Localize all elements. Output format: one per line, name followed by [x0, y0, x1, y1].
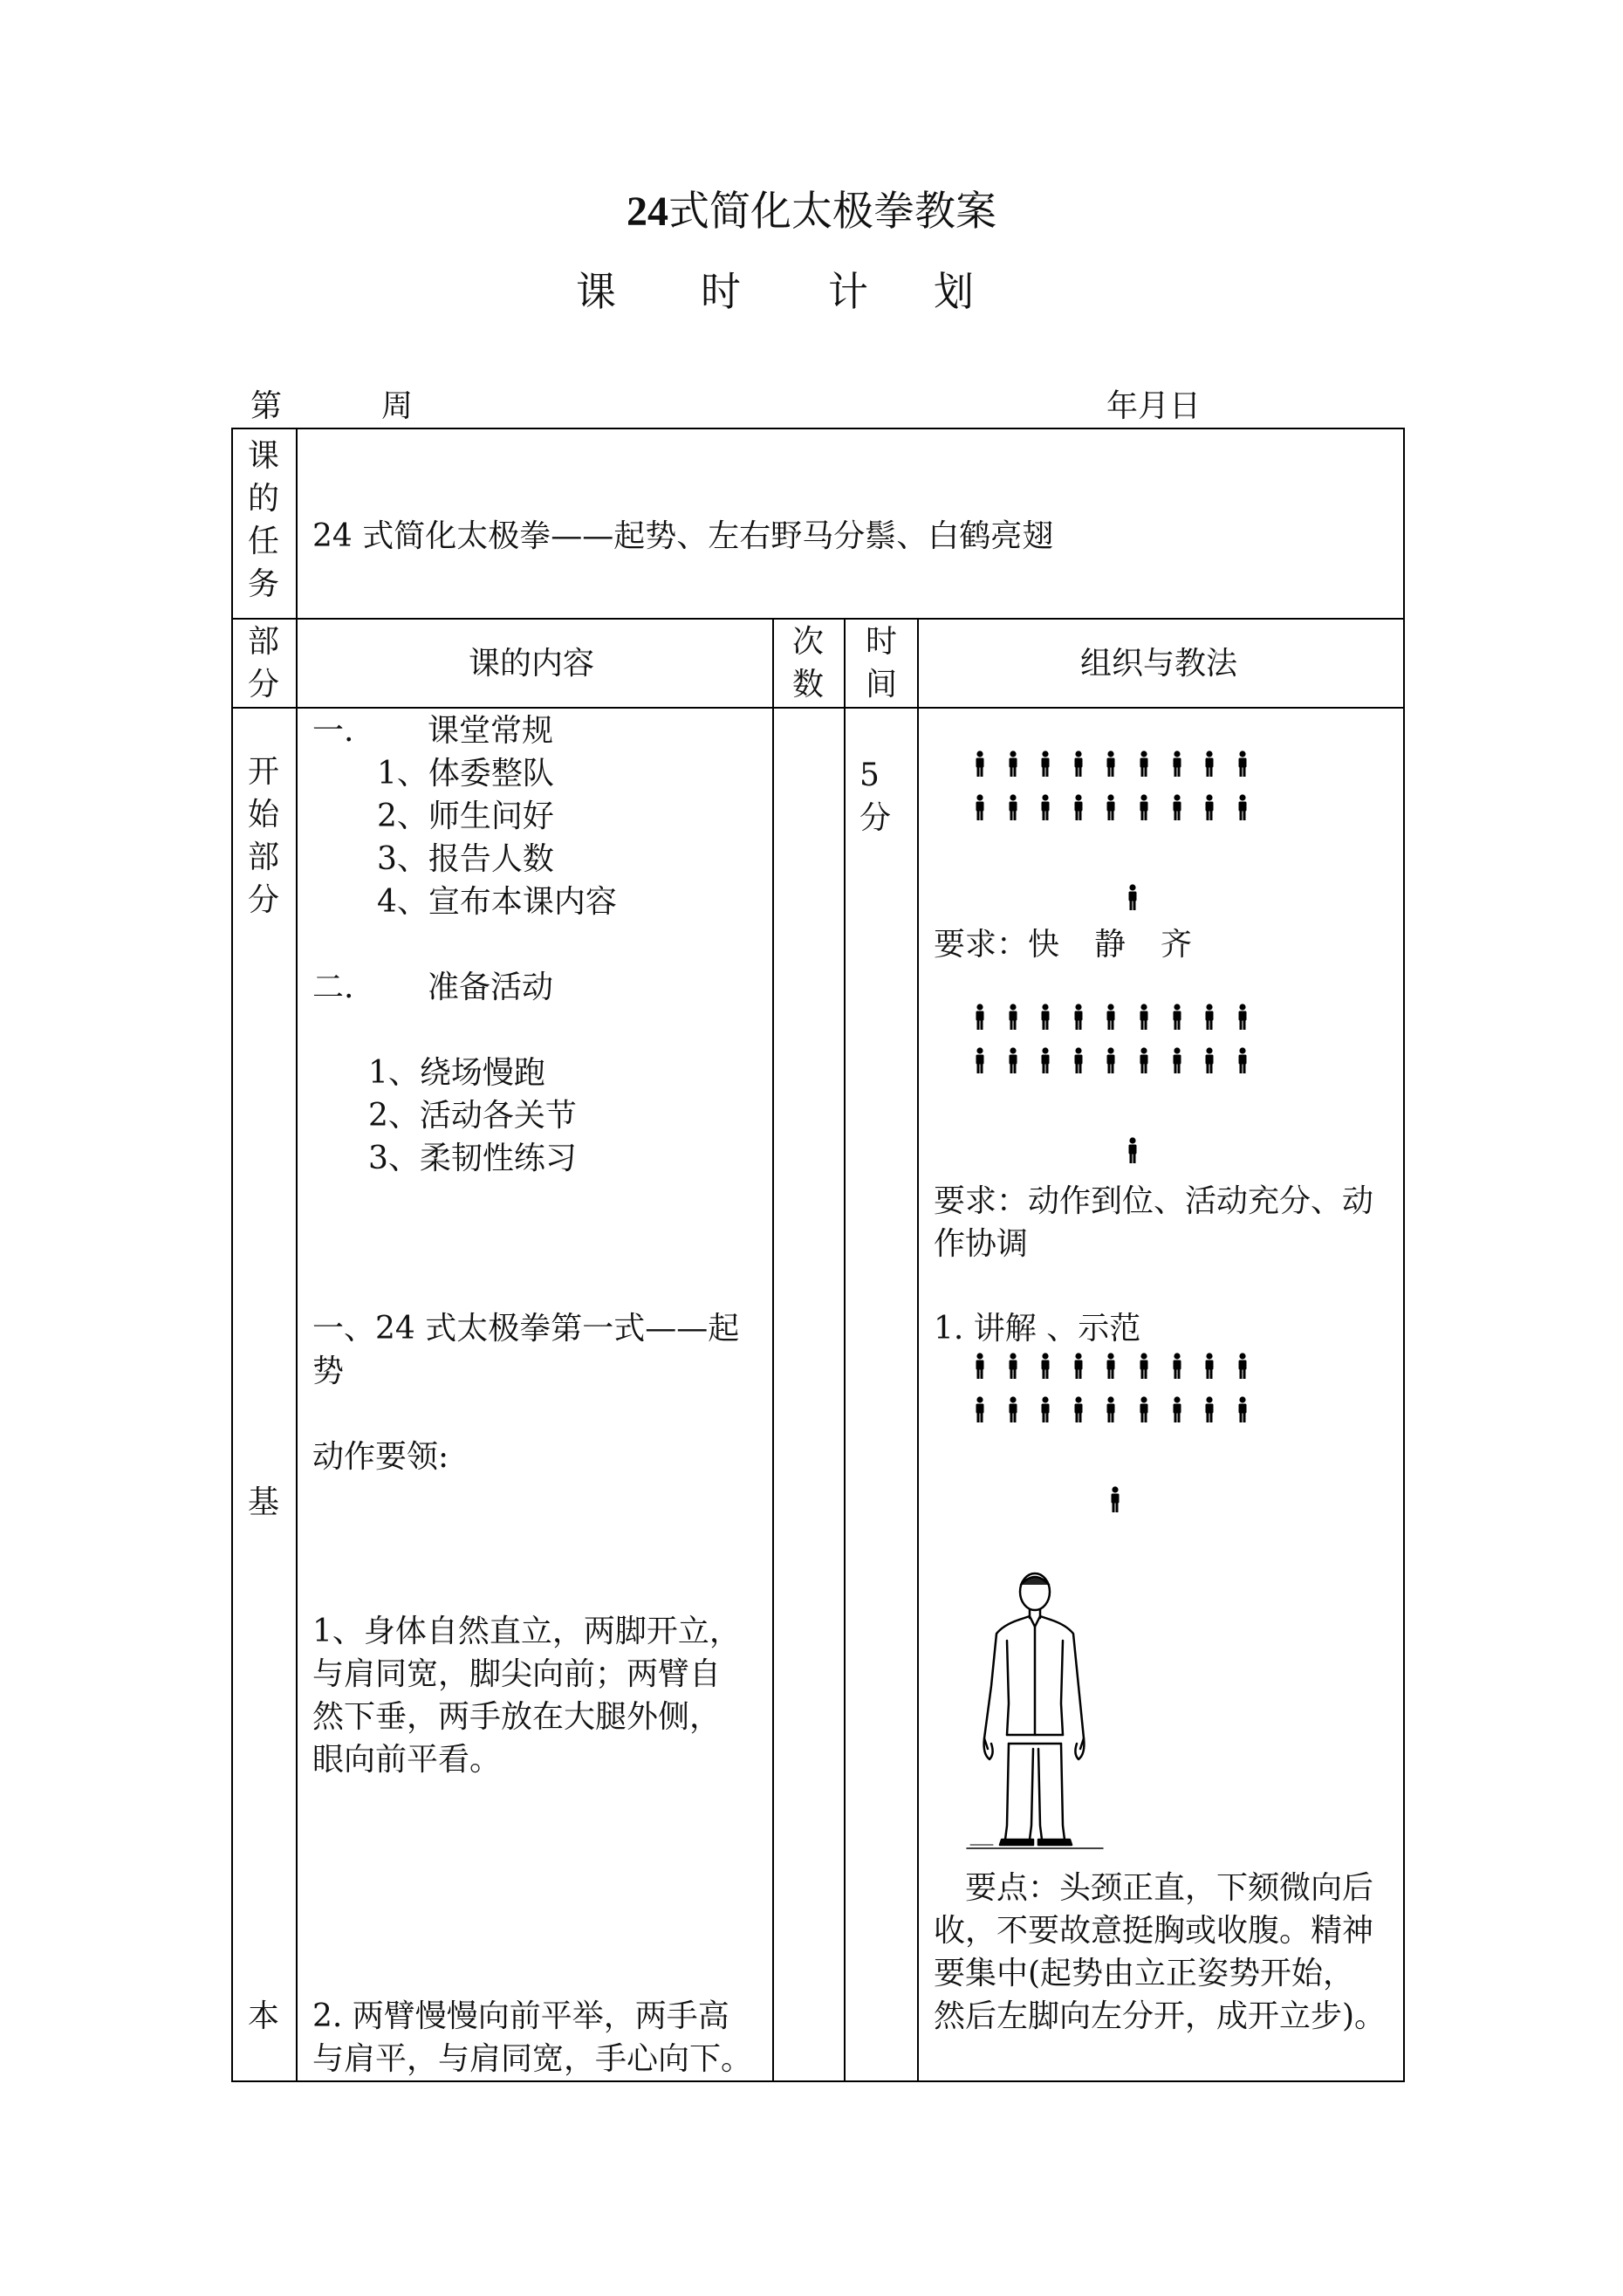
student-figure — [1073, 1004, 1084, 1030]
task-label: 课 的 任 务 — [247, 438, 279, 602]
header-content: 课的内容 — [469, 646, 595, 682]
student-figure — [1204, 1004, 1215, 1030]
subtitle-char: 课 — [576, 268, 616, 315]
student-figure — [1008, 750, 1018, 777]
student-figure — [1139, 794, 1149, 820]
lesson-task-text: 24 式简化太极拳——起势、左右野马分鬃、白鹤亮翅 — [312, 518, 1054, 554]
explain-demo: 1. 讲解 、示范 — [934, 1311, 1141, 1347]
student-figure — [1139, 1047, 1149, 1073]
formation-diagram — [934, 1004, 1387, 1178]
student-figure — [1040, 794, 1051, 820]
student-figure — [1172, 1047, 1182, 1073]
header-time: 时 间 — [865, 624, 897, 703]
document-title: 24式简化太极拳教案 — [627, 188, 996, 236]
student-figure — [1172, 1353, 1182, 1379]
week-label-prefix: 第 — [250, 388, 283, 424]
student-figure — [1106, 1353, 1116, 1379]
student-figure — [1204, 1353, 1215, 1379]
student-figure — [1008, 1047, 1018, 1073]
step1-line: 眼向前平看。 — [312, 1742, 502, 1778]
student-figure — [975, 1047, 985, 1073]
student-figure — [1073, 1396, 1084, 1422]
week-label-suffix: 周 — [381, 388, 414, 424]
routine-number: 一. — [312, 713, 354, 749]
subtitle-char: 划 — [934, 268, 974, 315]
subtitle-char: 计 — [828, 268, 868, 315]
routine-title: 课堂常规 — [428, 713, 554, 749]
student-figure — [975, 1353, 985, 1379]
student-figure — [1204, 794, 1215, 820]
time-value: 5 — [859, 757, 880, 793]
student-figure — [975, 750, 985, 777]
step1-line: 1、身体自然直立，两脚开立， — [312, 1614, 741, 1649]
requirement-1: 要求：快 静 齐 — [934, 927, 1193, 963]
student-figure — [1040, 1047, 1051, 1073]
student-figure — [1040, 1396, 1051, 1422]
warmup-item: 2、活动各关节 — [368, 1098, 577, 1134]
student-figure — [1073, 1047, 1084, 1073]
warmup-item: 1、绕场慢跑 — [368, 1055, 545, 1091]
student-figure — [1106, 794, 1116, 820]
student-figure — [1237, 794, 1248, 820]
student-figure — [1073, 750, 1084, 777]
student-figure — [1172, 1396, 1182, 1422]
key-points-line: 要点：头颈正直，下颏微向后 — [965, 1870, 1374, 1906]
standing-posture-illustration — [958, 1564, 1106, 1852]
student-figure — [975, 1396, 985, 1422]
student-figure — [1172, 1004, 1182, 1030]
student-figure — [1237, 1004, 1248, 1030]
student-figure — [1073, 1353, 1084, 1379]
student-figure — [1139, 1004, 1149, 1030]
student-figure — [1106, 1004, 1116, 1030]
warmup-number: 二. — [312, 970, 354, 1005]
student-figure — [1073, 794, 1084, 820]
requirement-2-line: 要求：动作到位、活动充分、动 — [934, 1183, 1374, 1219]
document-subtitle — [0, 260, 1623, 321]
student-figure — [975, 1004, 985, 1030]
teacher-figure — [1127, 884, 1138, 910]
form1-title-line: 一、24 式太极拳第一式——起 — [312, 1311, 740, 1347]
date-label: 年月日 — [1106, 388, 1202, 424]
student-figure — [1237, 750, 1248, 777]
step1-line: 然下垂，两手放在大腿外侧， — [312, 1699, 722, 1735]
section-basic-label-2: 本 — [247, 1998, 279, 2034]
student-figure — [1040, 750, 1051, 777]
routine-item: 1、体委整队 — [377, 756, 554, 792]
student-figure — [1008, 794, 1018, 820]
warmup-title: 准备活动 — [428, 970, 554, 1005]
student-figure — [1139, 1396, 1149, 1422]
student-figure — [1139, 750, 1149, 777]
student-figure — [1106, 1047, 1116, 1073]
student-figure — [1106, 1396, 1116, 1422]
step1-line: 与肩同宽，脚尖向前；两臂自 — [312, 1656, 722, 1692]
student-figure — [1237, 1353, 1248, 1379]
section-basic-label-1: 基 — [247, 1484, 279, 1520]
step2-line: 2. 两臂慢慢向前平举，两手高 — [312, 1998, 729, 2034]
key-points-line: 要集中(起势由立正姿势开始， — [934, 1956, 1355, 1991]
student-figure — [975, 794, 985, 820]
student-figure — [1204, 750, 1215, 777]
teacher-figure — [1110, 1486, 1120, 1512]
student-figure — [1172, 750, 1182, 777]
student-figure — [1106, 750, 1116, 777]
student-figure — [1139, 1353, 1149, 1379]
student-figure — [1237, 1396, 1248, 1422]
key-points-line: 然后左脚向左分开，成开立步)。 — [934, 1998, 1387, 2034]
student-figure — [1237, 1047, 1248, 1073]
form1-title-line: 势 — [312, 1354, 345, 1389]
step2-line: 与肩平，与肩同宽，手心向下。 — [312, 2041, 753, 2077]
student-figure — [1008, 1396, 1018, 1422]
student-figure — [1040, 1353, 1051, 1379]
essentials-label: 动作要领: — [312, 1439, 449, 1475]
routine-item: 4、宣布本课内容 — [377, 884, 617, 920]
teacher-figure — [1127, 1137, 1138, 1163]
formation-diagram — [934, 1353, 1387, 1527]
key-points-line: 收，不要故意挺胸或收腹。精神 — [934, 1913, 1374, 1949]
student-figure — [1040, 1004, 1051, 1030]
routine-item: 2、师生问好 — [377, 798, 554, 834]
subtitle-char: 时 — [701, 268, 741, 315]
warmup-item: 3、柔韧性练习 — [368, 1141, 577, 1176]
time-unit: 分 — [859, 800, 892, 836]
student-figure — [1204, 1047, 1215, 1073]
routine-item: 3、报告人数 — [377, 841, 554, 877]
header-part: 部 分 — [247, 624, 279, 703]
section-start-label: 开 始 部 分 — [247, 754, 279, 918]
student-figure — [1008, 1353, 1018, 1379]
header-count: 次 数 — [791, 624, 824, 703]
student-figure — [1008, 1004, 1018, 1030]
formation-diagram — [934, 750, 1387, 925]
student-figure — [1204, 1396, 1215, 1422]
header-method: 组织与教法 — [1080, 646, 1238, 682]
requirement-2-line: 作协调 — [934, 1226, 1029, 1262]
student-figure — [1172, 794, 1182, 820]
